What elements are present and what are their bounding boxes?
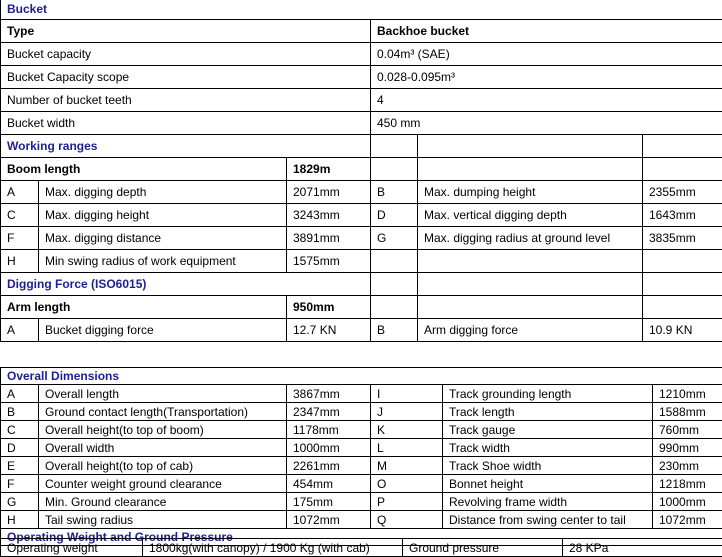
- row-value: 230mm: [653, 457, 722, 475]
- row-label: Bucket digging force: [39, 318, 287, 341]
- working-range-row: [1, 180, 722, 203]
- empty-cell: [643, 134, 722, 157]
- row-key: P: [371, 493, 443, 511]
- bucket-header: Bucket: [1, 0, 722, 19]
- dimension-row: [1, 475, 722, 493]
- dimension-row: [1, 403, 722, 421]
- dimension-row: [1, 421, 722, 439]
- row-label: Track width: [443, 439, 653, 457]
- row-key: A: [1, 385, 39, 403]
- row-value: 760mm: [653, 421, 722, 439]
- empty-cell: [418, 157, 643, 180]
- type-label: Type: [1, 19, 371, 42]
- ground-pressure-label: Ground pressure: [403, 539, 563, 557]
- row-label: Max. vertical digging depth: [418, 203, 643, 226]
- row-label: Overall height(to top of cab): [39, 457, 287, 475]
- bucket-capacity-value: 0.04m³ (SAE): [371, 42, 722, 65]
- row-key: B: [371, 180, 418, 203]
- empty-cell: [418, 134, 643, 157]
- bucket-capacity-scope-label: Bucket Capacity scope: [1, 65, 371, 88]
- row-value: 990mm: [653, 439, 722, 457]
- row-label: Track grounding length: [443, 385, 653, 403]
- row-value: 1000mm: [653, 493, 722, 511]
- working-range-row: [1, 226, 722, 249]
- row-value: 1178mm: [287, 421, 371, 439]
- dimension-row: [1, 385, 722, 403]
- digging-force-row: [1, 318, 722, 341]
- empty-cell: [371, 157, 418, 180]
- row-value: [643, 249, 722, 272]
- row-value: 3867mm: [287, 385, 371, 403]
- row-value: 1210mm: [653, 385, 722, 403]
- row-label: Max. digging radius at ground level: [418, 226, 643, 249]
- bucket-capacity-scope-value: 0.028-0.095m³: [371, 65, 722, 88]
- row-key: [371, 249, 418, 272]
- row-key: L: [371, 439, 443, 457]
- bucket-width-label: Bucket width: [1, 111, 371, 134]
- dimension-row: [1, 493, 722, 511]
- row-key: D: [1, 439, 39, 457]
- row-key: H: [1, 511, 39, 529]
- row-label: Bonnet height: [443, 475, 653, 493]
- arm-length-value: 950mm: [287, 295, 371, 318]
- row-label: Min. Ground clearance: [39, 493, 287, 511]
- row-label: [418, 249, 643, 272]
- row-value: 1643mm: [643, 203, 722, 226]
- row-key: C: [1, 203, 39, 226]
- dimension-row: [1, 511, 722, 529]
- arm-length-label: Arm length: [1, 295, 287, 318]
- empty-cell: [371, 295, 418, 318]
- row-key: E: [1, 457, 39, 475]
- dimension-row: [1, 457, 722, 475]
- row-key: M: [371, 457, 443, 475]
- row-label: Distance from swing center to tail: [443, 511, 653, 529]
- row-value: 1575mm: [287, 249, 371, 272]
- row-label: Overall width: [39, 439, 287, 457]
- row-key: A: [1, 318, 39, 341]
- empty-cell: [418, 272, 643, 295]
- working-ranges-header: Working ranges: [1, 134, 371, 157]
- bucket-teeth-value: 4: [371, 88, 722, 111]
- row-key: D: [371, 203, 418, 226]
- row-key: F: [1, 226, 39, 249]
- bucket-width-value: 450 mm: [371, 111, 722, 134]
- row-value: 2347mm: [287, 403, 371, 421]
- row-key: H: [1, 249, 39, 272]
- row-label: Max. digging depth: [39, 180, 287, 203]
- row-value: 3835mm: [643, 226, 722, 249]
- empty-cell: [643, 295, 722, 318]
- row-value: 2071mm: [287, 180, 371, 203]
- row-value: 1072mm: [653, 511, 722, 529]
- row-label: Max. digging distance: [39, 226, 287, 249]
- row-label: Min swing radius of work equipment: [39, 249, 287, 272]
- empty-cell: [371, 134, 418, 157]
- empty-cell: [643, 272, 722, 295]
- spec-table-lower: [0, 367, 722, 546]
- row-key: G: [1, 493, 39, 511]
- row-key: F: [1, 475, 39, 493]
- row-label: Tail swing radius: [39, 511, 287, 529]
- row-key: J: [371, 403, 443, 421]
- row-label: Track gauge: [443, 421, 653, 439]
- row-key: B: [1, 403, 39, 421]
- empty-cell: [418, 295, 643, 318]
- operating-weight-header: Operating Weight and Ground Pressure: [1, 529, 722, 546]
- empty-cell: [371, 272, 418, 295]
- overall-dimensions-header: Overall Dimensions: [1, 368, 722, 385]
- row-label: Max. digging height: [39, 203, 287, 226]
- row-value: 2355mm: [643, 180, 722, 203]
- empty-cell: [643, 157, 722, 180]
- bucket-teeth-label: Number of bucket teeth: [1, 88, 371, 111]
- row-value: 3891mm: [287, 226, 371, 249]
- row-value: 1000mm: [287, 439, 371, 457]
- row-label: Track Shoe width: [443, 457, 653, 475]
- row-label: Overall height(to top of boom): [39, 421, 287, 439]
- ground-pressure-value: 28 KPa: [563, 539, 722, 557]
- row-label: Counter weight ground clearance: [39, 475, 287, 493]
- row-key: Q: [371, 511, 443, 529]
- row-label: Arm digging force: [418, 318, 643, 341]
- working-range-row: [1, 249, 722, 272]
- row-value: 2261mm: [287, 457, 371, 475]
- row-label: Overall length: [39, 385, 287, 403]
- row-key: C: [1, 421, 39, 439]
- bucket-capacity-label: Bucket capacity: [1, 42, 371, 65]
- row-value: 175mm: [287, 493, 371, 511]
- row-value: 12.7 KN: [287, 318, 371, 341]
- row-label: Ground contact length(Transportation): [39, 403, 287, 421]
- dimension-row: [1, 439, 722, 457]
- operating-weight-row: [0, 538, 722, 557]
- row-key: I: [371, 385, 443, 403]
- working-range-row: [1, 203, 722, 226]
- row-value: 1218mm: [653, 475, 722, 493]
- row-label: Track length: [443, 403, 653, 421]
- row-key: B: [371, 318, 418, 341]
- boom-length-value: 1829m: [287, 157, 371, 180]
- row-value: 454mm: [287, 475, 371, 493]
- row-label: Revolving frame width: [443, 493, 653, 511]
- row-key: K: [371, 421, 443, 439]
- boom-length-label: Boom length: [1, 157, 287, 180]
- operating-weight-label: Operating weight: [1, 539, 143, 557]
- row-value: 1588mm: [653, 403, 722, 421]
- operating-weight-value: 1800kg(with canopy) / 1900 Kg (with cab): [143, 539, 403, 557]
- row-key: A: [1, 180, 39, 203]
- type-value: Backhoe bucket: [371, 19, 722, 42]
- digging-force-header: Digging Force (ISO6015): [1, 272, 371, 295]
- row-key: O: [371, 475, 443, 493]
- row-value: 10.9 KN: [643, 318, 722, 341]
- row-value: 3243mm: [287, 203, 371, 226]
- row-label: Max. dumping height: [418, 180, 643, 203]
- row-key: G: [371, 226, 418, 249]
- row-value: 1072mm: [287, 511, 371, 529]
